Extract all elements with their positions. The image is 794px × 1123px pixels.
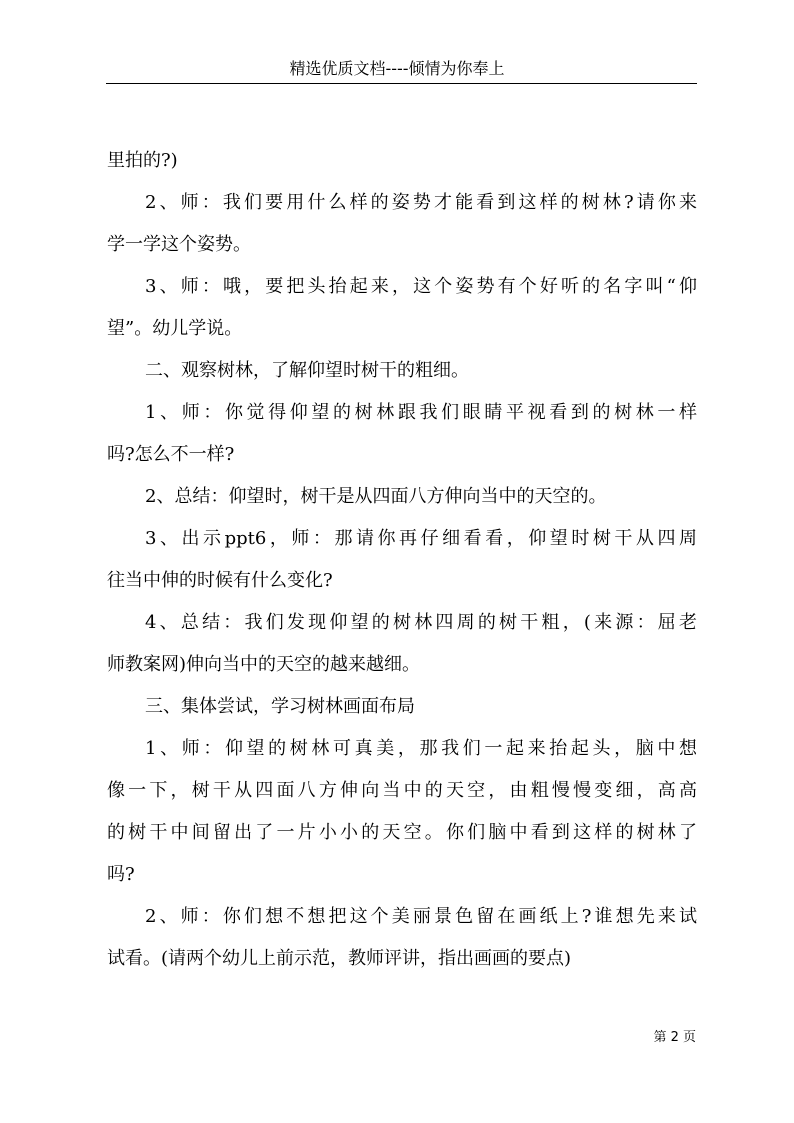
body-line: 像一下，树干从四面八方伸向当中的天空，由粗慢慢变细，高高	[107, 780, 697, 801]
body-line: 望”。幼儿学说。	[107, 318, 243, 339]
body-line: 4、总结：我们发现仰望的树林四周的树干粗，(来源：屈老	[145, 612, 697, 633]
body-line: 2、总结：仰望时，树干是从四面八方伸向当中的天空的。	[145, 486, 607, 507]
section-heading: 三、集体尝试，学习树林画面布局	[145, 696, 415, 717]
section-heading: 二、观察树林，了解仰望时树干的粗细。	[145, 360, 469, 381]
document-body	[107, 140, 697, 980]
body-line: 3、师：哦，要把头抬起来，这个姿势有个好听的名字叫“仰	[145, 276, 697, 297]
body-line: 1、师：仰望的树林可真美，那我们一起来抬起头，脑中想	[145, 738, 697, 759]
body-line: 1、师：你觉得仰望的树林跟我们眼睛平视看到的树林一样	[145, 402, 697, 423]
body-line: 里拍的?)	[107, 150, 178, 171]
page-number: 第 2 页	[653, 1030, 696, 1045]
page-header-title: 精选优质文档----倾情为你奉上	[289, 59, 505, 78]
body-line: 吗?怎么不一样?	[107, 444, 235, 465]
body-line: 2、师：我们要用什么样的姿势才能看到这样的树林?请你来	[145, 192, 697, 213]
body-line: 3、出示ppt6，师：那请你再仔细看看，仰望时树干从四周	[145, 528, 697, 549]
body-line: 2、师：你们想不想把这个美丽景色留在画纸上?谁想先来试	[145, 906, 697, 927]
body-line: 吗?	[107, 864, 135, 885]
body-line: 学一学这个姿势。	[107, 234, 251, 255]
body-line: 的树干中间留出了一片小小的天空。你们脑中看到这样的树林了	[107, 822, 697, 843]
body-line: 往当中伸的时候有什么变化?	[107, 570, 333, 591]
body-line: 试看。(请两个幼儿上前示范，教师评讲，指出画画的要点)	[107, 948, 572, 969]
body-line: 师教案网)伸向当中的天空的越来越细。	[107, 654, 421, 675]
header-divider	[106, 83, 697, 84]
